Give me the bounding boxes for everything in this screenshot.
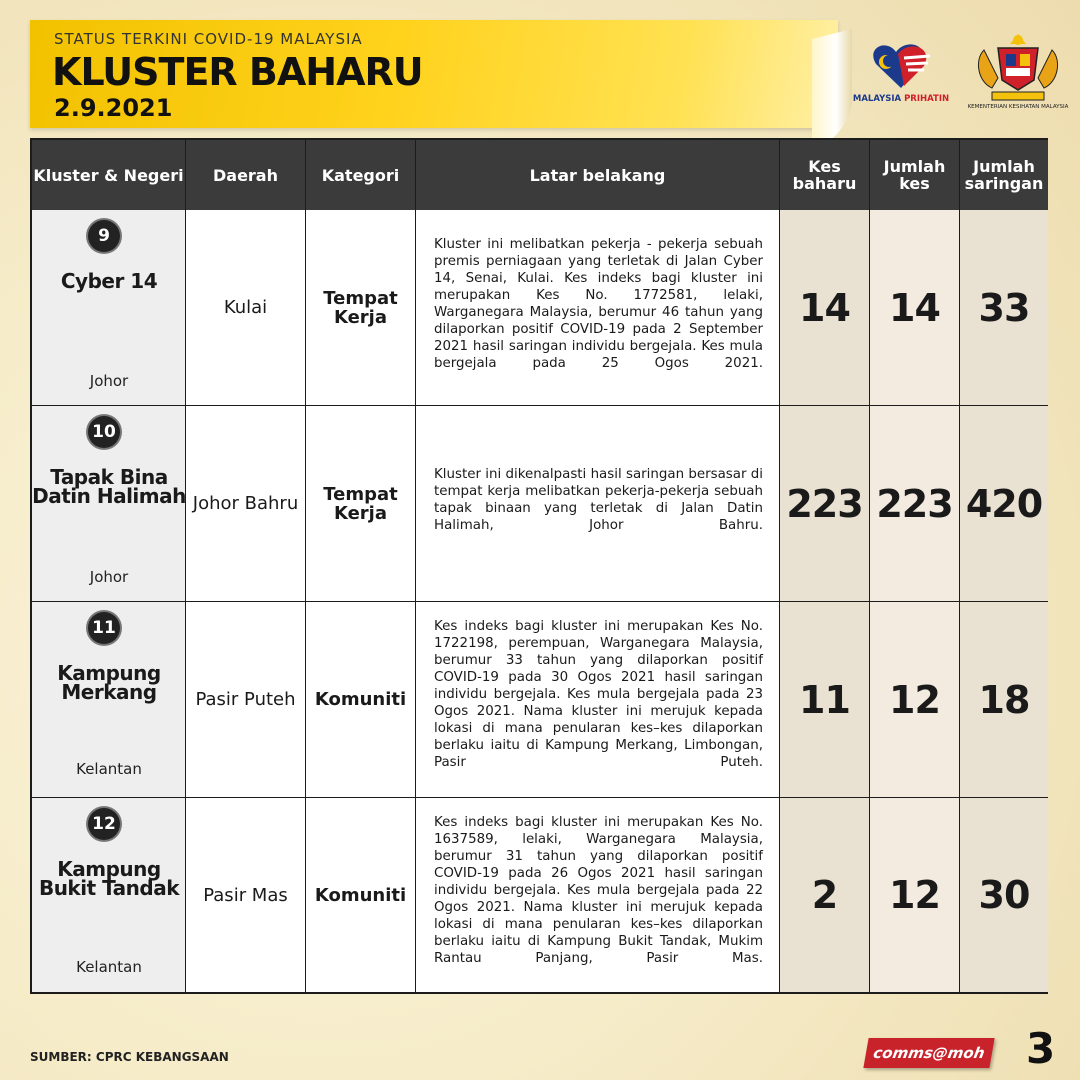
jumlah-saringan-value: 420	[965, 481, 1043, 526]
latar-cell	[416, 406, 780, 602]
cluster-table	[30, 138, 1048, 994]
source-note: SUMBER: CPRC KEBANGSAAN	[30, 1050, 229, 1064]
latar-cell	[416, 210, 780, 406]
daerah-cell	[186, 602, 306, 798]
jumlah-kes-cell	[870, 406, 960, 602]
heart-flag-icon	[846, 36, 956, 96]
jumlah-kes-cell	[870, 798, 960, 992]
cluster-name: Kampung Merkang	[57, 661, 161, 704]
daerah-cell	[186, 210, 306, 406]
jumlah-saringan-value: 30	[978, 873, 1030, 917]
cluster-name: Cyber 14	[60, 269, 158, 293]
latar-cell	[416, 602, 780, 798]
latar-text: Kluster ini melibatkan pekerja - pekerja sebuah premis perniagaan yang terletak di Jalan Cyber 14, Senai, Kulai. Kes indeks bagi kluster ini merupakan Kes No. 1772581, lelaki, Warganegara Malaysia, berumur 46 tahun yang dilaporkan positif COVID-19 pada 2 September 2021 hasil saringan individu bergejala. Kes mula bergejala pada 25 Ogos 2021.	[434, 237, 763, 371]
cluster-cell	[32, 406, 186, 602]
kkm-logo	[962, 30, 1074, 116]
col-header-kes-baharu: Kes baharu	[780, 140, 870, 210]
comms-moh-tag: comms@moh	[863, 1038, 994, 1068]
jumlah-kes-value: 12	[889, 677, 940, 722]
jumlah-saringan-cell	[960, 406, 1048, 602]
kategori-cell	[306, 210, 416, 406]
kategori-value: Komuniti	[314, 689, 407, 710]
col-header-jumlah-saringan: Jumlah saringan	[960, 140, 1048, 210]
kategori-cell	[306, 406, 416, 602]
cluster-number-badge: 12	[88, 808, 120, 840]
page-number: 3	[1026, 1024, 1056, 1073]
jumlah-kes-value: 223	[876, 481, 953, 526]
cluster-cell	[32, 210, 186, 406]
col-header-cluster: Kluster & Negeri	[32, 140, 186, 210]
cluster-number-badge: 11	[88, 612, 120, 644]
col-header-jumlah-kes: Jumlah kes	[870, 140, 960, 210]
kategori-value: Komuniti	[314, 884, 407, 906]
kategori-value: Tempat Kerja	[323, 287, 398, 328]
cluster-number-badge: 9	[88, 220, 120, 252]
malaysia-prihatin-logo	[846, 36, 956, 116]
daerah-value: Pasir Puteh	[195, 689, 296, 710]
coat-of-arms-icon	[962, 30, 1074, 104]
daerah-value: Johor Bahru	[192, 493, 299, 514]
daerah-cell	[186, 798, 306, 992]
cluster-state: Kelantan	[76, 760, 142, 778]
jumlah-saringan-value: 33	[978, 285, 1030, 330]
kes-baharu-cell	[780, 210, 870, 406]
cluster-cell	[32, 798, 186, 992]
cluster-state: Kelantan	[76, 958, 142, 976]
cluster-state: Johor	[89, 372, 129, 390]
jumlah-kes-cell	[870, 602, 960, 798]
daerah-value: Pasir Mas	[203, 884, 288, 906]
daerah-cell	[186, 406, 306, 602]
kategori-value: Tempat Kerja	[323, 483, 398, 524]
kes-baharu-cell	[780, 798, 870, 992]
jumlah-saringan-value: 18	[978, 677, 1030, 722]
header-banner	[30, 20, 838, 128]
page-title: KLUSTER BAHARU	[52, 50, 423, 94]
cluster-number-badge: 10	[88, 416, 120, 448]
kategori-cell	[306, 798, 416, 992]
latar-text: Kes indeks bagi kluster ini merupakan Kes No. 1637589, lelaki, Warganegara Malaysia, berumur 31 tahun yang dilaporkan positif COVID-19 pada 26 Ogos 2021 hasil saringan individu bergejala. Kes mula bergejala pada 22 Ogos 2021. Nama kluster ini merujuk kepada lokasi di mana penularan kes–kes dilaporkan berlaku iaitu di Kampung Bukit Tandak, Mukim Rantau Panjang, Pasir Mas.	[434, 815, 763, 966]
latar-text: Kes indeks bagi kluster ini merupakan Kes No. 1722198, perempuan, Warganegara Malaysia, berumur 33 tahun yang dilaporkan positif COVID-19 pada 30 Ogos 2021 hasil saringan individu bergejala. Kes mula bergejala pada 23 Ogos 2021. Nama kluster ini merujuk kepada lokasi di mana penularan kes–kes dilaporkan berlaku iaitu di Kampung Merkang, Limbongan, Pasir Puteh.	[434, 619, 763, 770]
kes-baharu-value: 2	[811, 873, 838, 917]
jumlah-saringan-cell	[960, 798, 1048, 992]
kkm-text: KEMENTERIAN KESIHATAN MALAYSIA	[967, 104, 1069, 110]
daerah-value: Kulai	[223, 297, 268, 318]
kes-baharu-value: 223	[786, 481, 863, 526]
kategori-cell	[306, 602, 416, 798]
cluster-name: Tapak Bina Datin Halimah	[32, 465, 186, 508]
kes-baharu-value: 11	[799, 677, 850, 722]
latar-cell	[416, 798, 780, 992]
jumlah-kes-cell	[870, 210, 960, 406]
report-date: 2.9.2021	[54, 94, 173, 122]
kes-baharu-cell	[780, 406, 870, 602]
col-header-daerah: Daerah	[186, 140, 306, 210]
jumlah-saringan-cell	[960, 210, 1048, 406]
col-header-latar: Latar belakang	[416, 140, 780, 210]
latar-text: Kluster ini dikenalpasti hasil saringan bersasar di tempat kerja melibatkan pekerja-pekerja sebuah tapak binaan yang terletak di Jalan Datin Halimah, Johor Bahru.	[434, 467, 763, 533]
kes-baharu-cell	[780, 602, 870, 798]
cluster-cell	[32, 602, 186, 798]
col-header-kategori: Kategori	[306, 140, 416, 210]
header-subtitle: STATUS TERKINI COVID-19 MALAYSIA	[54, 30, 363, 48]
malaysia-prihatin-text: MALAYSIA PRIHATIN	[852, 94, 950, 104]
jumlah-kes-value: 12	[889, 873, 940, 917]
jumlah-kes-value: 14	[889, 285, 940, 330]
jumlah-saringan-cell	[960, 602, 1048, 798]
cluster-name: Kampung Bukit Tandak	[38, 857, 180, 900]
cluster-state: Johor	[89, 568, 129, 586]
kes-baharu-value: 14	[799, 285, 850, 330]
